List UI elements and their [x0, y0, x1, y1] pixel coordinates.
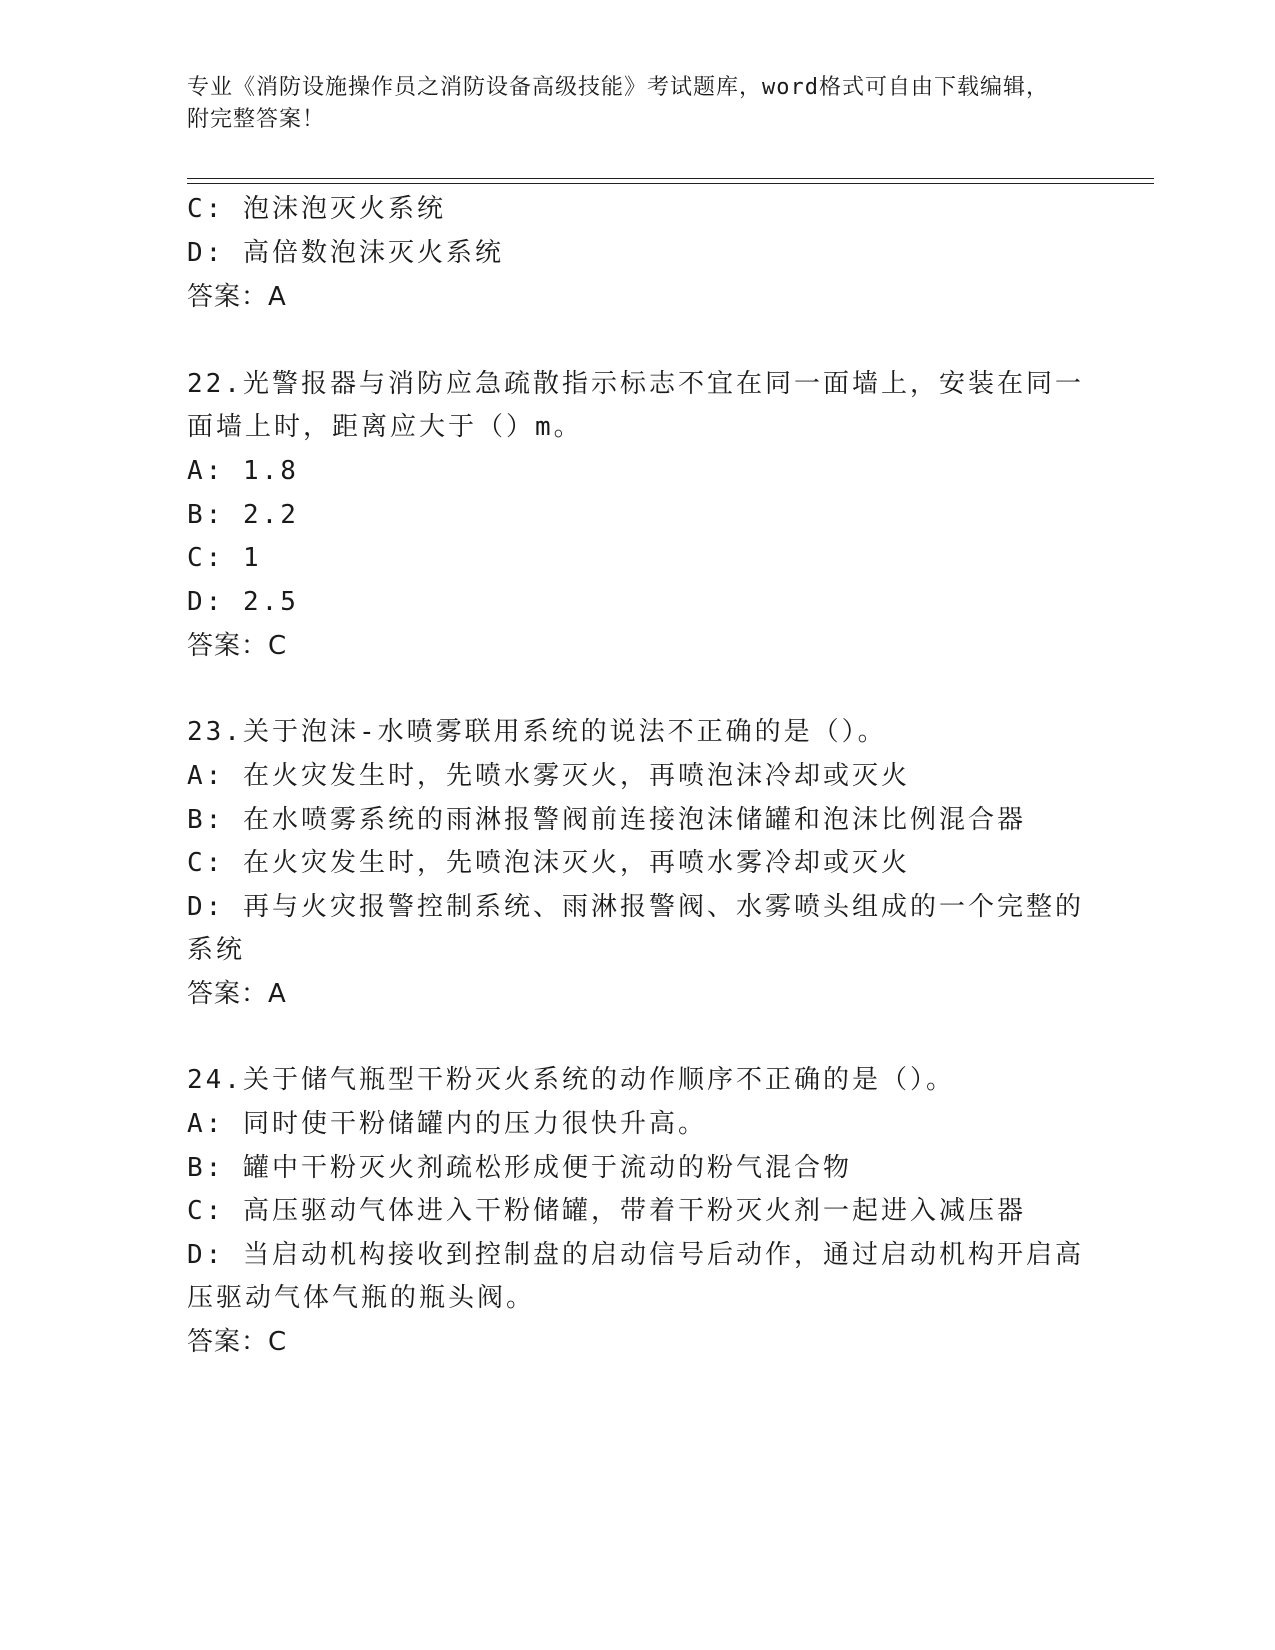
- q22-option-c: C: 1: [187, 543, 262, 573]
- q24-option-c: C: 高压驱动气体进入干粉储罐，带着干粉灭火剂一起进入减压器: [187, 1196, 1026, 1226]
- q23-stem: 23.关于泡沫-水喷雾联用系统的说法不正确的是（）。: [187, 717, 887, 747]
- q23-option-b: B: 在水喷雾系统的雨淋报警阀前连接泡沫储罐和泡沫比例混合器: [187, 805, 1026, 835]
- q22-stem-line2: 面墙上时，距离应大于（）m。: [187, 412, 583, 442]
- q24-option-d-line2: 压驱动气体气瓶的瓶头阀。: [187, 1283, 536, 1313]
- q24-option-a: A: 同时使干粉储罐内的压力很快升高。: [187, 1109, 707, 1139]
- q22-option-d: D: 2.5: [187, 587, 299, 617]
- q23-option-d-line1: D: 再与火灾报警控制系统、雨淋报警阀、水雾喷头组成的一个完整的: [187, 892, 1084, 922]
- q23-option-a: A: 在火灾发生时，先喷水雾灭火，再喷泡沫冷却或灭火: [187, 761, 910, 791]
- q22-stem-line1: 22.光警报器与消防应急疏散指示标志不宜在同一面墙上，安装在同一: [187, 369, 1084, 399]
- document-header: 专业《消防设施操作员之消防设备高级技能》考试题库，word格式可自由下载编辑，附完整答案！: [187, 75, 1049, 132]
- q23-option-d-line2: 系统: [187, 935, 246, 965]
- q21-option-d: D: 高倍数泡沫灭火系统: [187, 238, 504, 268]
- q21-option-c: C: 泡沫泡灭火系统: [187, 194, 446, 224]
- q22-answer: 答案：C: [187, 631, 288, 661]
- q24-option-d-line1: D: 当启动机构接收到控制盘的启动信号后动作，通过启动机构开启高: [187, 1240, 1084, 1270]
- header-divider-top: [187, 178, 1154, 179]
- q24-answer: 答案：C: [187, 1327, 288, 1357]
- q24-stem: 24.关于储气瓶型干粉灭火系统的动作顺序不正确的是（）。: [187, 1065, 955, 1095]
- q22-option-a: A: 1.8: [187, 456, 299, 486]
- q24-option-b: B: 罐中干粉灭火剂疏松形成便于流动的粉气混合物: [187, 1153, 852, 1183]
- q23-answer: 答案：A: [187, 979, 287, 1009]
- q23-option-c: C: 在火灾发生时，先喷泡沫灭火，再喷水雾冷却或灭火: [187, 848, 910, 878]
- header-divider-bottom: [187, 183, 1154, 184]
- q22-option-b: B: 2.2: [187, 500, 299, 530]
- q21-answer: 答案：A: [187, 282, 287, 312]
